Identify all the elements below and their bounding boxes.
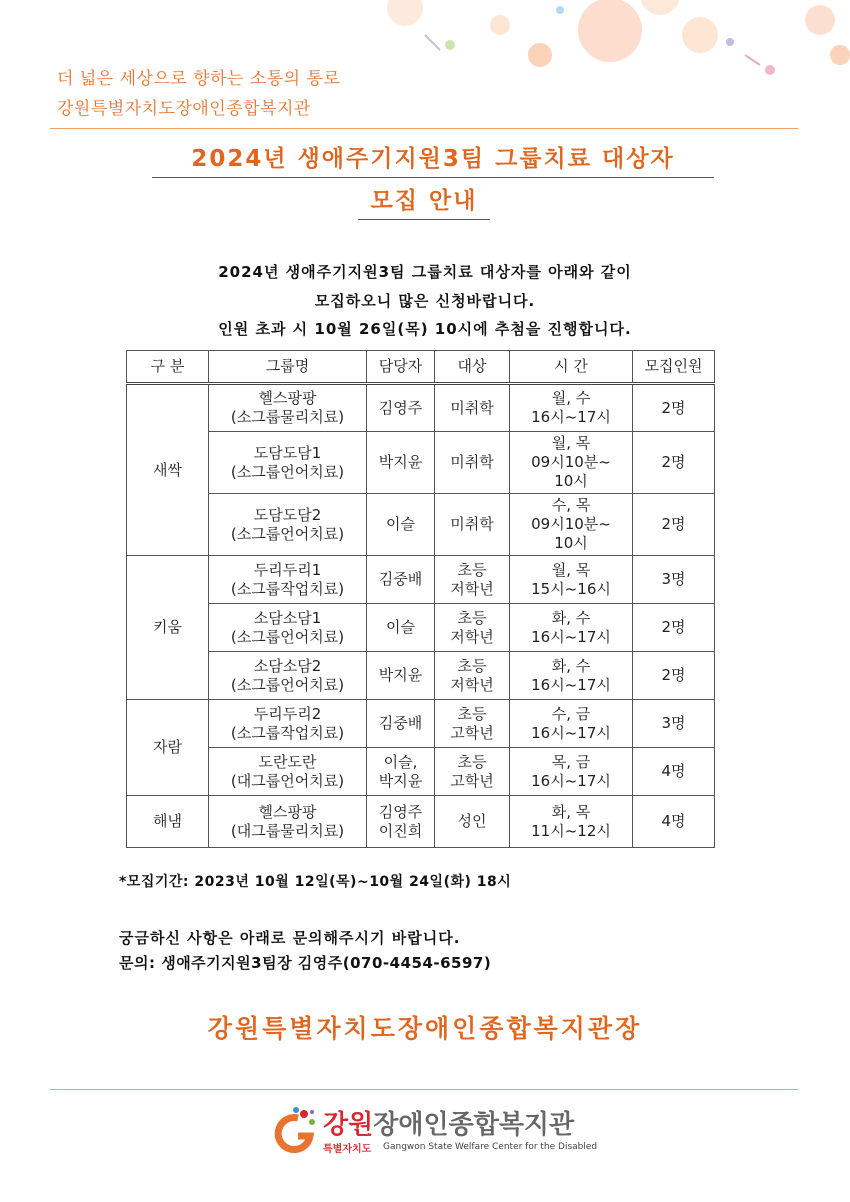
table-row xyxy=(127,604,715,652)
time-cell: 월, 목 15시~16시 xyxy=(510,556,633,604)
group-cell: 소담소담1 (소그룹언어치료) xyxy=(209,604,367,652)
logo-english: Gangwon State Welfare Center for the Disabled xyxy=(383,1142,598,1152)
table-row xyxy=(127,748,715,796)
page-title: 2024년 생애주기지원3팀 그룹치료 대상자 xyxy=(152,140,714,178)
intro-line2: 모집하오니 많은 신청바랍니다. xyxy=(314,292,536,310)
signature: 강원특별자치도장애인종합복지관장 xyxy=(207,1014,643,1043)
target-cell: 초등 저학년 xyxy=(435,556,510,604)
category-cell: 새싹 xyxy=(127,384,209,556)
intro-line3: 인원 초과 시 10월 26일(목) 10시에 추첨을 진행합니다. xyxy=(218,320,632,338)
count-cell: 2명 xyxy=(633,494,715,556)
group-cell: 도담도담1 (소그룹언어치료) xyxy=(209,432,367,494)
table-row xyxy=(127,556,715,604)
group-cell: 헬스팡팡 (소그룹물리치료) xyxy=(209,384,367,432)
staff-cell: 이슬 xyxy=(367,604,435,652)
time-cell: 수, 목 09시10분~ 10시 xyxy=(510,494,633,556)
header-staff: 담당자 xyxy=(367,351,435,384)
staff-cell: 이슬 xyxy=(367,494,435,556)
inquiry-line1: 궁금하신 사항은 아래로 문의해주시기 바랍니다. xyxy=(119,929,461,947)
logo-name: 강원장애인종합복지관 xyxy=(323,1110,575,1140)
recruitment-table xyxy=(126,350,715,848)
logo xyxy=(268,1106,608,1158)
staff-cell: 이슬, 박지윤 xyxy=(367,748,435,796)
category-cell: 해냄 xyxy=(127,796,209,848)
header-category: 구 분 xyxy=(127,351,209,384)
time-cell: 화, 수 16시~17시 xyxy=(510,604,633,652)
group-cell: 소담소담2 (소그룹언어치료) xyxy=(209,652,367,700)
table-row xyxy=(127,700,715,748)
header-count: 모집인원 xyxy=(633,351,715,384)
staff-cell: 김영주 xyxy=(367,384,435,432)
count-cell: 3명 xyxy=(633,556,715,604)
category-cell: 키움 xyxy=(127,556,209,700)
target-cell: 초등 고학년 xyxy=(435,748,510,796)
staff-cell: 박지윤 xyxy=(367,652,435,700)
logo-sub: 특별자치도 xyxy=(323,1144,372,1155)
target-cell: 미취학 xyxy=(435,494,510,556)
target-cell: 미취학 xyxy=(435,432,510,494)
table-row xyxy=(127,652,715,700)
inquiry-line2: 문의: 생애주기지원3팀장 김영주(070-4454-6597) xyxy=(119,954,492,972)
header-group-name: 그룹명 xyxy=(209,351,367,384)
count-cell: 2명 xyxy=(633,432,715,494)
target-cell: 초등 저학년 xyxy=(435,652,510,700)
time-cell: 수, 금 16시~17시 xyxy=(510,700,633,748)
header-target: 대상 xyxy=(435,351,510,384)
time-cell: 화, 수 16시~17시 xyxy=(510,652,633,700)
table-row xyxy=(127,494,715,556)
count-cell: 3명 xyxy=(633,700,715,748)
table-row xyxy=(127,432,715,494)
slogan-line1: 더 넓은 세상으로 향하는 소통의 통로 xyxy=(57,69,341,89)
page-subtitle: 모집 안내 xyxy=(358,182,490,220)
table-header-row xyxy=(127,351,715,384)
divider xyxy=(50,1089,798,1090)
header-time: 시 간 xyxy=(510,351,633,384)
count-cell: 4명 xyxy=(633,748,715,796)
time-cell: 월, 수 16시~17시 xyxy=(510,384,633,432)
target-cell: 초등 고학년 xyxy=(435,700,510,748)
staff-cell: 김영주 이진희 xyxy=(367,796,435,848)
divider xyxy=(50,128,798,129)
target-cell: 성인 xyxy=(435,796,510,848)
time-cell: 화, 목 11시~12시 xyxy=(510,796,633,848)
recruitment-period-note: *모집기간: 2023년 10월 12일(목)~10월 24일(화) 18시 xyxy=(119,874,512,890)
count-cell: 2명 xyxy=(633,604,715,652)
count-cell: 2명 xyxy=(633,652,715,700)
logo-mark-icon xyxy=(268,1106,318,1156)
staff-cell: 박지윤 xyxy=(367,432,435,494)
table-row xyxy=(127,384,715,432)
count-cell: 2명 xyxy=(633,384,715,432)
time-cell: 목, 금 16시~17시 xyxy=(510,748,633,796)
count-cell: 4명 xyxy=(633,796,715,848)
target-cell: 미취학 xyxy=(435,384,510,432)
group-cell: 헬스팡팡 (대그룹물리치료) xyxy=(209,796,367,848)
staff-cell: 김중배 xyxy=(367,700,435,748)
group-cell: 두리두리1 (소그룹작업치료) xyxy=(209,556,367,604)
time-cell: 월, 목 09시10분~ 10시 xyxy=(510,432,633,494)
table-row xyxy=(127,796,715,848)
group-cell: 도란도란 (대그룹언어치료) xyxy=(209,748,367,796)
slogan-line2: 강원특별자치도장애인종합복지관 xyxy=(57,99,311,119)
group-cell: 도담도담2 (소그룹언어치료) xyxy=(209,494,367,556)
category-cell: 자람 xyxy=(127,700,209,796)
group-cell: 두리두리2 (소그룹작업치료) xyxy=(209,700,367,748)
intro-line1: 2024년 생애주기지원3팀 그룹치료 대상자를 아래와 같이 xyxy=(218,263,632,281)
staff-cell: 김중배 xyxy=(367,556,435,604)
target-cell: 초등 저학년 xyxy=(435,604,510,652)
